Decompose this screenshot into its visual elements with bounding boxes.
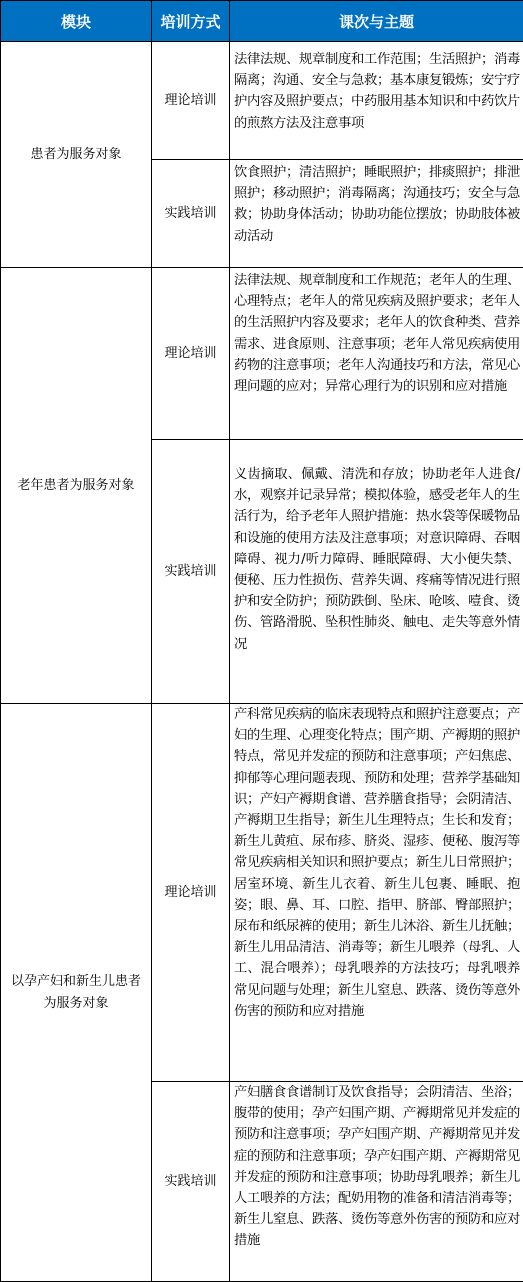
table-row — [1, 704, 523, 1082]
content-cell: 法律法规、规章制度和工作规范；老年人的生理、心理特点；老年人的常见疾病及照护要求；老年人的生活照护内容及要求；老年人的饮食种类、营养需求、进食原则、注意事项；老年人常见疾病使用药物的注意事项；老年人沟通技巧和方法，常见心理问题的应对；异常心理行为的识别和应对措施 — [230, 268, 523, 440]
table-row — [1, 268, 523, 440]
content-cell: 饮食照护；清洁照护；睡眠照护；排痰照护；排泄照护；移动照护；消毒隔离；沟通技巧；安全与急救；协助身体活动；协助功能位摆放；协助肢体被动活动 — [230, 160, 523, 268]
method-cell: 理论培训 — [152, 268, 230, 440]
method-cell: 理论培训 — [152, 42, 230, 160]
header-module: 模块 — [1, 1, 152, 42]
content-cell: 法律法规、规章制度和工作范围；生活照护；消毒隔离；沟通、安全与急救；基本康复锻炼；安宁疗护内容及照护要点；中药服用基本知识和中药饮片的煎熬方法及注意事项 — [230, 42, 523, 160]
method-cell: 实践培训 — [152, 160, 230, 268]
content-cell: 产科常见疾病的临床表现特点和照护注意要点；产妇的生理、心理变化特点；围产期、产褥期的照护特点，常见并发症的预防和注意事项；产妇焦虑、抑郁等心理问题表现、预防和处理；营养学基础知识；产妇产褥期食谱、营养膳食指导；会阴清洁、产褥期卫生指导；新生儿生理特点；生长和发育；新生儿黄疸、尿布疹、脐炎、湿疹、便秘、腹泻等常见疾病相关知识和照护要点；新生儿日常照护；居室环境、新生儿衣着、新生儿包裹、睡眠、抱姿；眼、鼻、耳、口腔、指甲、脐部、臀部照护；尿布和纸尿裤的使用；新生儿沐浴、新生儿抚触；新生儿用品清洁、消毒等；新生儿喂养（母乳、人工、混合喂养）；母乳喂养的方法技巧；母乳喂养常见问题与处理；新生儿窒息、跌落、烫伤等意外伤害的预防和应对措施 — [230, 704, 523, 1082]
table-row — [1, 42, 523, 160]
table-header-row — [1, 1, 523, 42]
module-cell: 患者为服务对象 — [1, 42, 152, 268]
method-cell: 实践培训 — [152, 440, 230, 704]
module-cell: 以孕产妇和新生儿患者为服务对象 — [1, 704, 152, 1282]
method-cell: 实践培训 — [152, 1082, 230, 1282]
content-cell: 义齿摘取、佩戴、清洗和存放；协助老年人进食/水，观察并记录异常；模拟体验，感受老年人的生活行为，给予老年人照护措施：热水袋等保暖物品和设施的使用方法及注意事项；对意识障碍、吞咽障碍、视力/听力障碍、睡眠障碍、大小便失禁、便秘、压力性损伤、营养失调、疼痛等情况进行照护和安全防护；预防跌倒、坠床、呛咳、噎食、烫伤、管路滑脱、坠积性肺炎、触电、走失等意外情况 — [230, 440, 523, 704]
content-cell: 产妇膳食食谱制订及饮食指导；会阴清洁、坐浴；腹带的使用；孕产妇围产期、产褥期常见并发症的预防和注意事项；孕产妇围产期、产褥期常见并发症的预防和注意事项；孕产妇围产期、产褥期常见并发症的预防和注意事项；协助母乳喂养；新生儿人工喂养的方法；配奶用物的准备和清洁消毒等；新生儿窒息、跌落、烫伤等意外伤害的预防和应对措施 — [230, 1082, 523, 1282]
method-cell: 理论培训 — [152, 704, 230, 1082]
header-content: 课次与主题 — [230, 1, 523, 42]
module-cell: 老年患者为服务对象 — [1, 268, 152, 704]
header-method: 培训方式 — [152, 1, 230, 42]
